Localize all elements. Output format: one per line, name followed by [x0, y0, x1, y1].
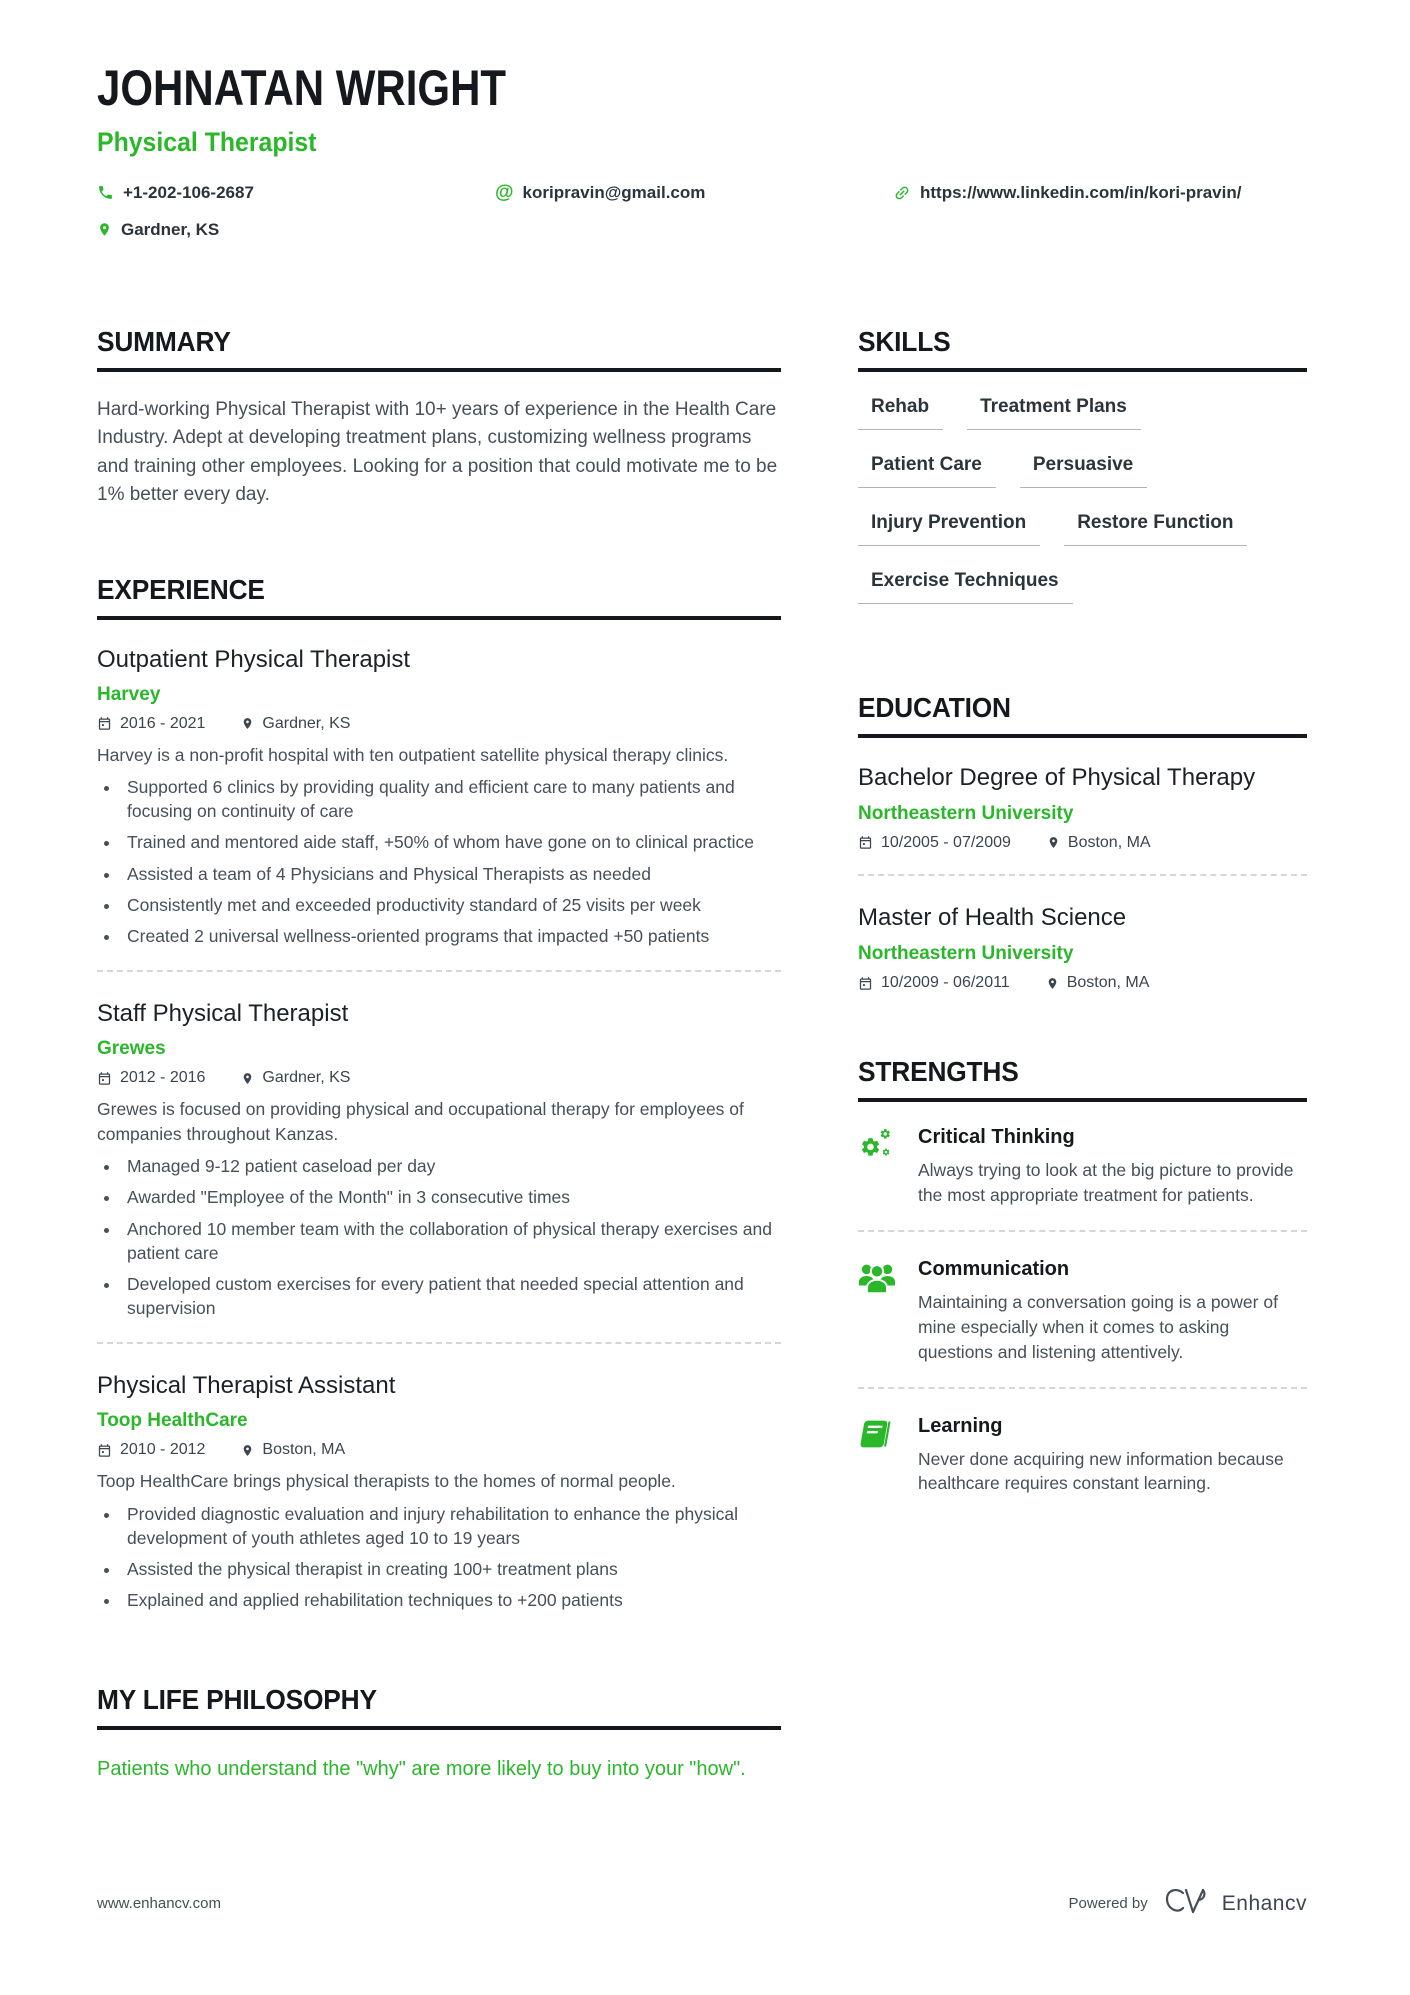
- location-contact: [97, 220, 495, 240]
- skills-heading: SKILLS: [858, 325, 951, 357]
- experience-heading: EXPERIENCE: [97, 573, 265, 605]
- job-bullet-list: [121, 1502, 781, 1613]
- strength-item: [858, 1258, 1307, 1365]
- calendar-icon: [858, 976, 873, 991]
- person-name: JOHNATAN WRIGHT: [97, 60, 507, 116]
- strength-title: Critical Thinking: [918, 1126, 1075, 1149]
- skill-tag: Injury Prevention: [858, 512, 1040, 546]
- location-pin-icon: [241, 1071, 254, 1086]
- job-bullet: • Supported 6 clinics by providing quality and efficient care to many patients and focusing on continuity of care: [121, 775, 781, 823]
- philosophy-heading: MY LIFE PHILOSOPHY: [97, 1684, 377, 1716]
- strength-title: Learning: [918, 1414, 1003, 1437]
- skill-tag: Persuasive: [1020, 454, 1147, 488]
- job-title: Physical Therapist Assistant: [97, 1372, 396, 1400]
- company-description: Harvey is a non-profit hospital with ten outpatient satellite physical therapy clinics.: [97, 744, 729, 765]
- location-pin-icon: [241, 1443, 254, 1458]
- job-bullet: • Assisted a team of 4 Physicians and Physical Therapists as needed: [121, 862, 781, 886]
- summary-heading: SUMMARY: [97, 325, 231, 357]
- left-column: [97, 326, 781, 1849]
- job-title: Outpatient Physical Therapist: [97, 645, 411, 673]
- strength-text: Always trying to look at the big picture to provide the most appropriate treatment for patients.: [918, 1160, 1294, 1206]
- contact-row-2: [97, 220, 1307, 240]
- strength-text: Maintaining a conversation going is a power of mine especially when it comes to asking questions and listening attentively.: [918, 1291, 1278, 1362]
- company-description: Grewes is focused on providing physical and occupational therapy for employees of companies throughout Kanzas.: [97, 1099, 744, 1144]
- gears-icon: [858, 1126, 900, 1208]
- location-pin-icon: [1046, 976, 1059, 991]
- education-entry: [858, 762, 1307, 852]
- resume-header: [97, 62, 1307, 240]
- calendar-icon: [97, 1071, 112, 1086]
- job-location: Gardner, KS: [241, 715, 350, 733]
- linkedin-contact[interactable]: [893, 182, 1307, 204]
- job-bullet-list: [121, 775, 781, 948]
- calendar-icon: [858, 835, 873, 850]
- education-section: [858, 692, 1307, 993]
- divider: [97, 970, 781, 972]
- education-location: Boston, MA: [1047, 834, 1151, 852]
- location-pin-icon: [1047, 835, 1060, 850]
- strength-text: Never done acquiring new information because healthcare requires constant learning.: [918, 1448, 1284, 1494]
- company-name: Grewes: [97, 1038, 166, 1060]
- strengths-section: [858, 1056, 1307, 1496]
- phone-contact: [97, 182, 495, 204]
- phone-icon: [97, 184, 114, 201]
- email-address[interactable]: koripravin@gmail.com: [522, 182, 706, 202]
- education-dates: 10/2005 - 07/2009: [858, 834, 1011, 852]
- school-name: Northeastern University: [858, 802, 1074, 824]
- location-pin-icon: [97, 221, 112, 238]
- job-bullet: • Consistently met and exceeded productivity standard of 25 visits per week: [121, 893, 781, 917]
- job-title: Staff Physical Therapist: [97, 1000, 349, 1028]
- job-location: Gardner, KS: [241, 1069, 350, 1087]
- job-bullet: • Awarded "Employee of the Month" in 3 consecutive times: [121, 1185, 781, 1209]
- calendar-icon: [97, 1443, 112, 1458]
- experience-entry: [97, 644, 781, 949]
- powered-by: [1069, 1886, 1307, 1921]
- right-column: [858, 326, 1307, 1561]
- location-text: Gardner, KS: [121, 219, 220, 239]
- degree-title: Master of Health Science: [858, 903, 1127, 931]
- experience-entry: [97, 998, 781, 1320]
- job-dates: 2010 - 2012: [97, 1441, 205, 1459]
- skills-list: [858, 396, 1307, 628]
- strength-title: Communication: [918, 1257, 1070, 1280]
- experience-section: [97, 574, 781, 1613]
- job-bullet: • Trained and mentored aide staff, +50% of whom have gone on to clinical practice: [121, 830, 781, 854]
- degree-title: Bachelor Degree of Physical Therapy: [858, 763, 1256, 791]
- job-dates: 2016 - 2021: [97, 715, 205, 733]
- footer-site-link[interactable]: www.enhancv.com: [97, 1895, 221, 1912]
- strengths-heading: STRENGTHS: [858, 1056, 1019, 1088]
- at-icon: @: [495, 181, 514, 203]
- page-footer: [97, 1886, 1307, 1921]
- job-bullet: • Provided diagnostic evaluation and injury rehabilitation to enhance the physical development of youth athletes aged 10 to 19 years: [121, 1502, 781, 1550]
- link-icon: [893, 184, 911, 202]
- location-pin-icon: [241, 716, 254, 731]
- job-location: Boston, MA: [241, 1441, 345, 1459]
- enhancv-logo: [1162, 1886, 1208, 1921]
- philosophy-section: [97, 1684, 781, 1784]
- experience-entry: [97, 1370, 781, 1612]
- phone-number: +1-202-106-2687: [123, 182, 254, 202]
- divider: [858, 1230, 1307, 1232]
- email-contact[interactable]: [495, 182, 893, 204]
- strength-item: [858, 1126, 1307, 1208]
- skill-tag: Patient Care: [858, 454, 996, 488]
- education-location: Boston, MA: [1046, 974, 1150, 992]
- divider: [858, 1387, 1307, 1389]
- school-name: Northeastern University: [858, 943, 1074, 965]
- company-name: Toop HealthCare: [97, 1410, 248, 1432]
- job-title-headline: Physical Therapist: [97, 126, 317, 157]
- divider: [858, 874, 1307, 876]
- brand-name[interactable]: Enhancv: [1221, 1891, 1307, 1915]
- job-bullet-list: [121, 1154, 781, 1320]
- linkedin-url[interactable]: https://www.linkedin.com/in/kori-pravin/: [920, 182, 1242, 202]
- job-bullet: • Managed 9-12 patient caseload per day: [121, 1154, 781, 1178]
- skill-tag: Exercise Techniques: [858, 570, 1073, 604]
- job-bullet: • Created 2 universal wellness-oriented programs that impacted +50 patients: [121, 924, 781, 948]
- job-bullet: • Anchored 10 member team with the collaboration of physical therapy exercises and patient care: [121, 1217, 781, 1265]
- skill-tag: Rehab: [858, 396, 943, 430]
- divider: [97, 1342, 781, 1344]
- strength-item: [858, 1415, 1307, 1497]
- book-icon: [858, 1415, 900, 1497]
- powered-by-label: Powered by: [1068, 1895, 1148, 1912]
- summary-section: [97, 326, 781, 510]
- calendar-icon: [97, 716, 112, 731]
- education-heading: EDUCATION: [858, 691, 1011, 723]
- company-name: Harvey: [97, 683, 161, 705]
- company-description: Toop HealthCare brings physical therapists to the homes of normal people.: [97, 1471, 676, 1492]
- contact-row: [97, 182, 1307, 204]
- job-bullet: • Explained and applied rehabilitation techniques to +200 patients: [121, 1588, 781, 1612]
- job-dates: 2012 - 2016: [97, 1069, 205, 1087]
- people-icon: [858, 1258, 900, 1365]
- skill-tag: Treatment Plans: [967, 396, 1141, 430]
- skills-section: [858, 326, 1307, 628]
- skill-tag: Restore Function: [1064, 512, 1247, 546]
- philosophy-quote: Patients who understand the "why" are more likely to buy into your "how".: [97, 1758, 746, 1781]
- education-entry: [858, 902, 1307, 992]
- job-bullet: • Assisted the physical therapist in creating 100+ treatment plans: [121, 1557, 781, 1581]
- education-dates: 10/2009 - 06/2011: [858, 974, 1010, 992]
- job-bullet: • Developed custom exercises for every patient that needed special attention and supervision: [121, 1272, 781, 1320]
- summary-text: Hard-working Physical Therapist with 10+ years of experience in the Health Care Industry. Adept at developing treatment plans, customizing wellness programs and training other employees. Looking for a position that could motivate me to be 1% better every day.: [97, 398, 778, 505]
